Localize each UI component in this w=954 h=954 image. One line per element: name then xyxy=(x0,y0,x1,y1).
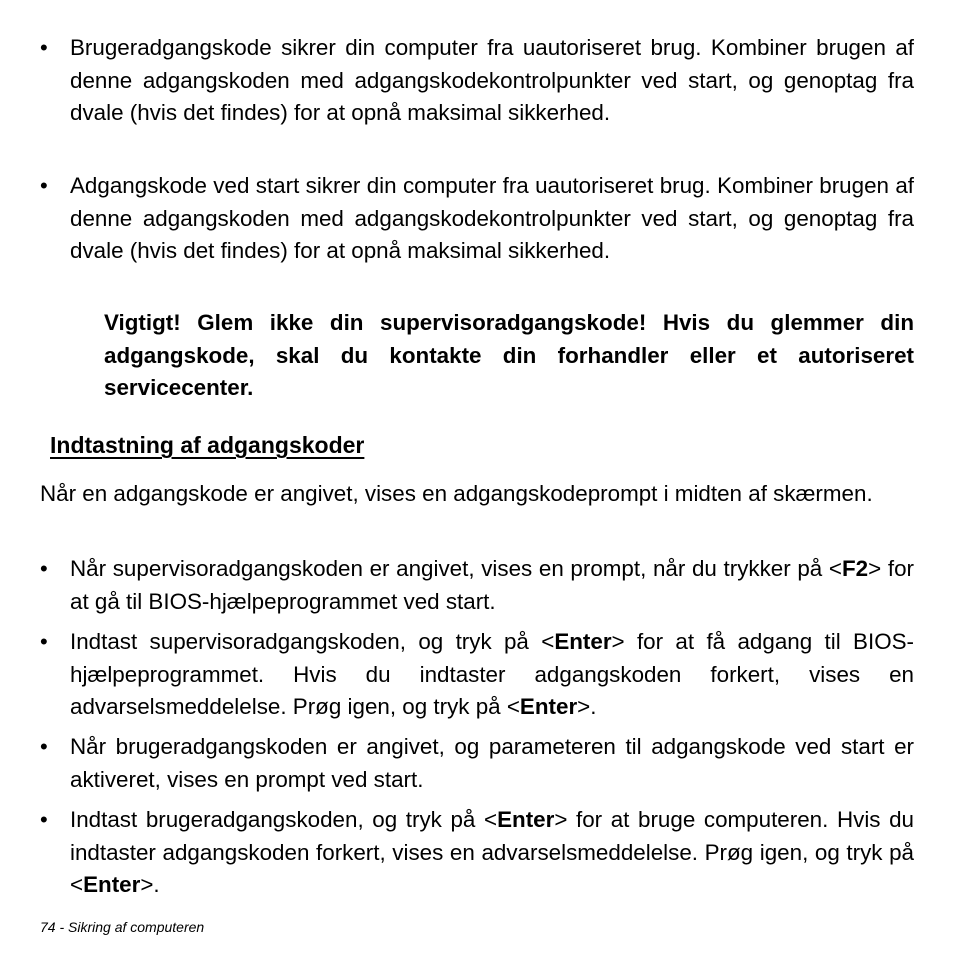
key-enter: Enter xyxy=(83,872,141,897)
list-item-text: Når brugeradgangskoden er angivet, og parameteren til adgangskode ved start er aktiveret, vises en prompt ved start. xyxy=(70,734,914,792)
bullet-icon: • xyxy=(40,629,48,654)
intro-paragraph: Når en adgangskode er angivet, vises en adgangskodeprompt i midten af skærmen. xyxy=(40,481,873,506)
bullet-icon: • xyxy=(40,807,48,832)
key-enter: Enter xyxy=(554,629,612,654)
bullet-icon: • xyxy=(40,556,48,581)
bullet-icon: • xyxy=(40,173,48,198)
list-item-text: Når supervisoradgangskoden er angivet, vises en prompt, når du trykker på <F2> for at gå til BIOS-hjælpeprogrammet ved start. xyxy=(70,556,914,614)
section-heading: Indtastning af adgangskoder xyxy=(50,432,365,458)
key-enter: Enter xyxy=(519,694,578,719)
list-item-text: Indtast brugeradgangskoden, og tryk på <Enter> for at bruge computeren. Hvis du indtaster adgangskoden forkert, vises en advarselsmeddelelse. Prøg igen, og tryk på <Enter>. xyxy=(70,807,915,897)
list-item-text: Indtast supervisoradgangskoden, og tryk på <Enter> for at få adgang til BIOS-hjælpeprogrammet. Hvis du indtaster adgangskoden forkert, vises en advarselsmeddelelse. Prøg igen, og tryk på <Enter>. xyxy=(70,629,914,719)
list-item-text: Adgangskode ved start sikrer din computer fra uautoriseret brug. Kombiner brugen af denne adgangskoden med adgangskodekontrolpunkter ved start, og genoptag fra dvale (hvis det findes) for at opnå maksimal sikkerhed. xyxy=(70,173,914,263)
bullet-icon: • xyxy=(40,734,48,759)
key-enter: Enter xyxy=(497,807,555,832)
list-item-text: Brugeradgangskode sikrer din computer fra uautoriseret brug. Kombiner brugen af denne adgangskoden med adgangskodekontrolpunkter ved start, og genoptag fra dvale (hvis det findes) for at opnå maksimal sikkerhed. xyxy=(70,35,914,125)
key-f2: F2 xyxy=(841,556,869,581)
page-footer: 74 - Sikring af computeren xyxy=(40,919,205,935)
important-note: Vigtigt! Glem ikke din supervisoradgangskode! Hvis du glemmer din adgangskode, skal du kontakte din forhandler eller et autoriseret servicecenter. xyxy=(104,310,914,400)
bullet-icon: • xyxy=(40,35,48,60)
